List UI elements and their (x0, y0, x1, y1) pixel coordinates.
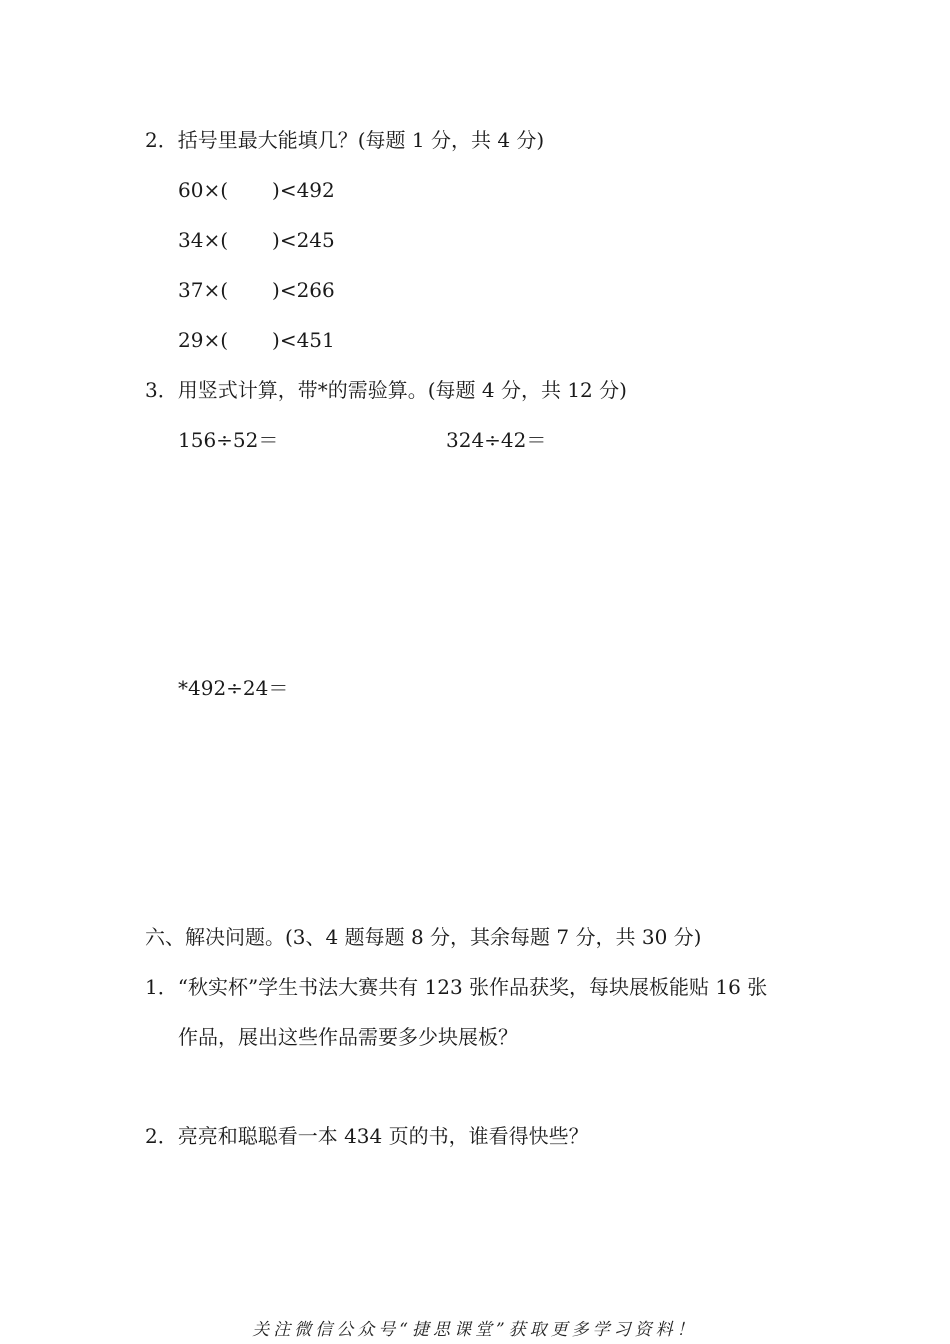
section-6-heading: 六、解决问题。(3、4 题每题 8 分，其余每题 7 分，共 30 分) (145, 925, 702, 949)
expression-right: )<266 (272, 278, 335, 302)
calc-item-3: *492÷24＝ (178, 676, 289, 700)
question-3-title: 3．用竖式计算，带*的需验算。(每题 4 分，共 12 分) (145, 378, 627, 402)
question-2-title: 2．括号里最大能填几？(每题 1 分，共 4 分) (145, 128, 545, 152)
expression-1 (178, 176, 335, 204)
calc-item-1: 156÷52＝ (178, 428, 279, 452)
problem-1-line-2: 作品，展出这些作品需要多少块展板？ (178, 1025, 518, 1049)
expression-right: )<492 (272, 178, 335, 202)
expression-left: 34×( (178, 228, 229, 252)
calc-item-2: 324÷42＝ (446, 428, 547, 452)
expression-left: 60×( (178, 178, 229, 202)
expression-left: 37×( (178, 278, 229, 302)
footer-watermark: 关注微信公众号“捷思课堂”获取更多学习资料！ (252, 1320, 698, 1340)
problem-1-line-1: 1．“秋实杯”学生书法大赛共有 123 张作品获奖，每块展板能贴 16 张 (145, 975, 768, 999)
expression-right: )<245 (272, 228, 335, 252)
expression-3 (178, 276, 335, 304)
expression-4 (178, 326, 335, 354)
expression-2 (178, 226, 335, 254)
expression-right: )<451 (272, 328, 335, 352)
problem-2: 2．亮亮和聪聪看一本 434 页的书，谁看得快些？ (145, 1124, 589, 1148)
expression-left: 29×( (178, 328, 229, 352)
